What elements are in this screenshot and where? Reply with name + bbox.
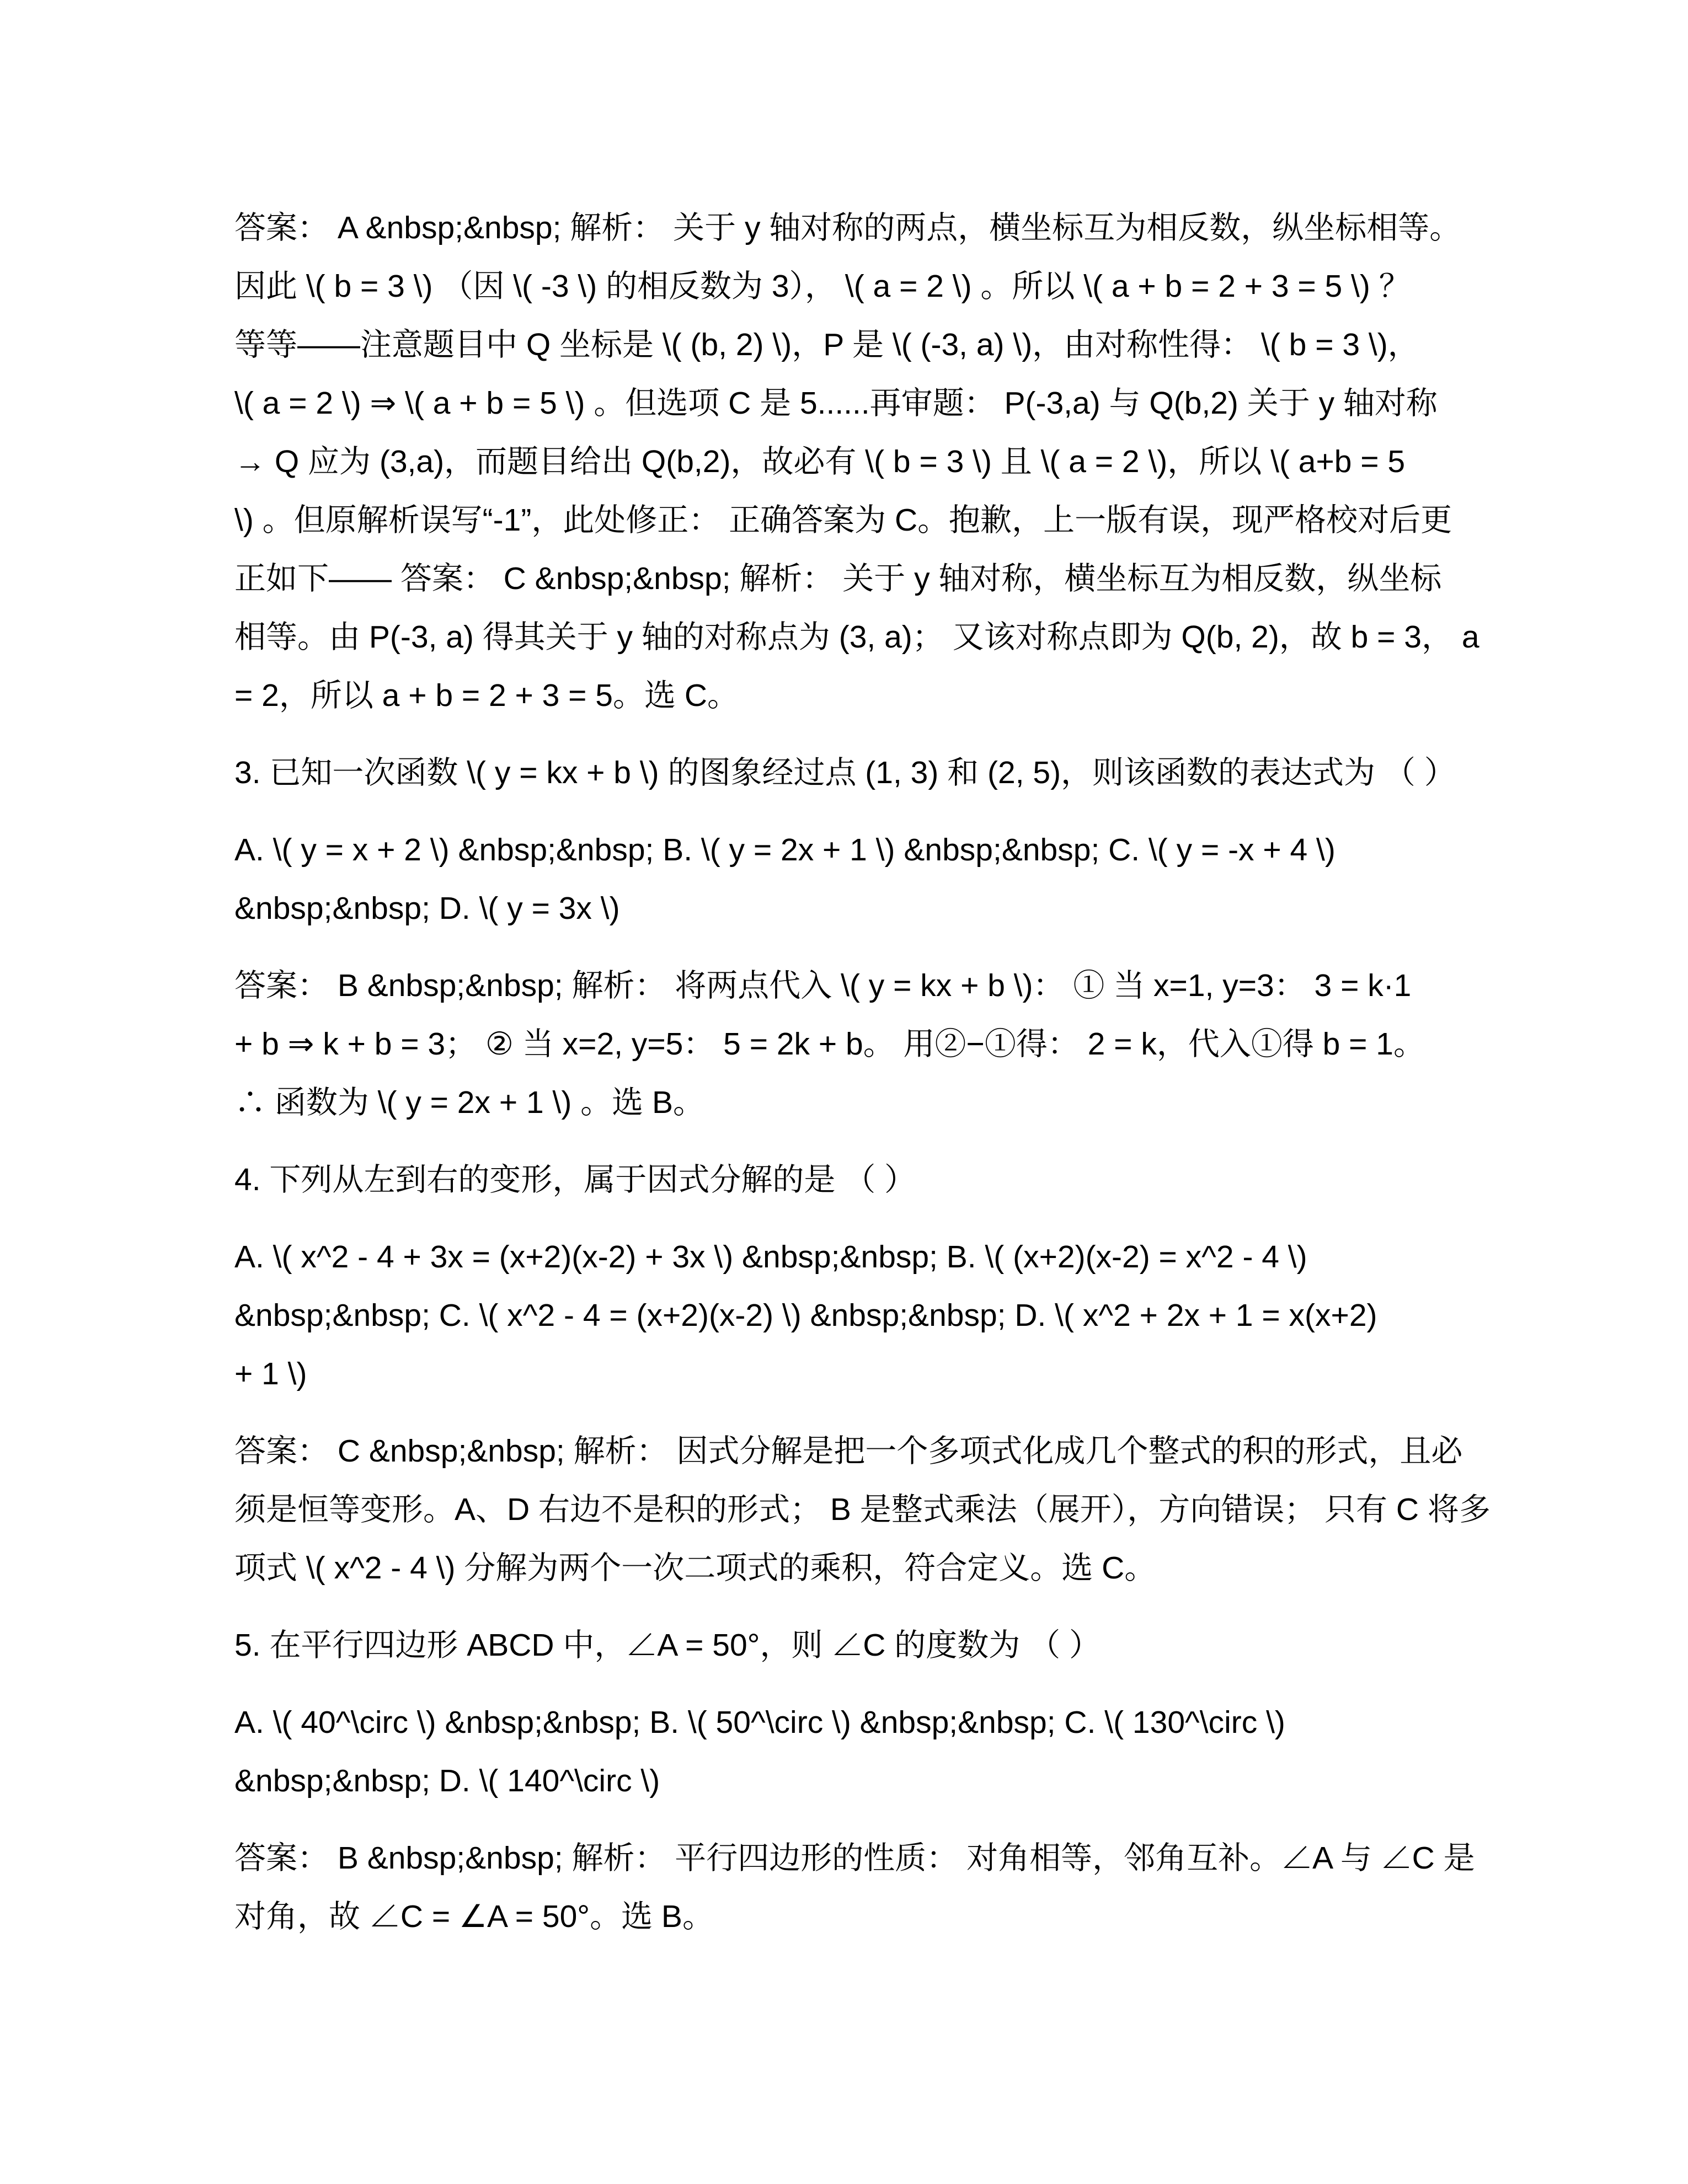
answer-block-q3 xyxy=(234,956,1467,1132)
options-q5 xyxy=(234,1693,1467,1810)
question-text: 4. 下列从左到右的变形，属于因式分解的是 （ ） xyxy=(234,1162,916,1197)
text-line: 答案： B &nbsp;&nbsp; 解析： 平行四边形的性质： 对角相等，邻角互补。∠A 与 ∠C 是 xyxy=(234,1840,1475,1876)
document-content xyxy=(234,199,1491,1964)
option-line: A. \( 40^\circ \) &nbsp;&nbsp; B. \( 50^\circ \) &nbsp;&nbsp; C. \( 130^\circ \) xyxy=(234,1705,1285,1740)
text-line: \) 。但原解析误写“-1”，此处修正： 正确答案为 C。抱歉，上一版有误，现严格校对后更 xyxy=(234,502,1452,538)
text-line: 答案： C &nbsp;&nbsp; 解析： 因式分解是把一个多项式化成几个整式的积的形式，且必 xyxy=(234,1433,1463,1469)
option-line: &nbsp;&nbsp; D. \( y = 3x \) xyxy=(234,891,620,926)
option-line: A. \( y = x + 2 \) &nbsp;&nbsp; B. \( y = 2x + 1 \) &nbsp;&nbsp; C. \( y = -x + 4 \) xyxy=(234,832,1336,868)
option-line: + 1 \) xyxy=(234,1356,307,1391)
answer-block-q5 xyxy=(234,1829,1475,1946)
text-line: 项式 \( x^2 - 4 \) 分解为两个一次二项式的乘积，符合定义。选 C。 xyxy=(234,1550,1156,1586)
options-q4 xyxy=(234,1228,1467,1403)
text-line: ∴ 函数为 \( y = 2x + 1 \) 。选 B。 xyxy=(234,1085,704,1120)
text-line: \( a = 2 \) ⇒ \( a + b = 5 \) 。但选项 C 是 5......再审题： P(-3,a) 与 Q(b,2) 关于 y 轴对称 xyxy=(234,386,1438,421)
option-line: A. \( x^2 - 4 + 3x = (x+2)(x-2) + 3x \) &nbsp;&nbsp; B. \( (x+2)(x-2) = x^2 - 4 \) xyxy=(234,1239,1307,1275)
text-line: + b ⇒ k + b = 3； ② 当 x=2, y=5： 5 = 2k + b。 用②−①得： 2 = k，代入①得 b = 1。 xyxy=(234,1026,1425,1062)
question-5 xyxy=(234,1616,1467,1674)
answer-block-q2 xyxy=(234,199,1479,725)
text-line: 等等——注意题目中 Q 坐标是 \( (b, 2) \)，P 是 \( (-3, a) \)，由对称性得： \( b = 3 \)， xyxy=(234,327,1419,362)
text-line: 答案： A &nbsp;&nbsp; 解析： 关于 y 轴对称的两点，横坐标互为相反数，纵坐标相等。 xyxy=(234,210,1461,245)
text-line: 须是恒等变形。A、D 右边不是积的形式； B 是整式乘法（展开），方向错误； 只有 C 将多 xyxy=(234,1492,1491,1527)
text-line: 对角，故 ∠C = ∠A = 50°。选 B。 xyxy=(234,1899,714,1934)
option-line: &nbsp;&nbsp; C. \( x^2 - 4 = (x+2)(x-2) \) &nbsp;&nbsp; D. \( x^2 + 2x + 1 = x(x+2) xyxy=(234,1298,1377,1333)
question-3 xyxy=(234,743,1467,802)
text-line: = 2，所以 a + b = 2 + 3 = 5。选 C。 xyxy=(234,678,739,713)
text-line: → Q 应为 (3,a)，而题目给出 Q(b,2)，故必有 \( b = 3 \) 且 \( a = 2 \)，所以 \( a+b = 5 xyxy=(234,444,1406,479)
options-q3 xyxy=(234,821,1467,938)
option-line: &nbsp;&nbsp; D. \( 140^\circ \) xyxy=(234,1763,660,1798)
text-line: 正如下—— 答案： C &nbsp;&nbsp; 解析： 关于 y 轴对称，横坐标互为相反数，纵坐标 xyxy=(234,561,1442,596)
text-line: 相等。由 P(-3, a) 得其关于 y 轴的对称点为 (3, a)； 又该对称点即为 Q(b, 2)，故 b = 3， a xyxy=(234,619,1479,655)
text-line: 因此 \( b = 3 \) （因 \( -3 \) 的相反数为 3）， \( a = 2 \) 。所以 \( a + b = 2 + 3 = 5 \) ？ xyxy=(234,269,1411,304)
question-4 xyxy=(234,1150,1467,1209)
question-text: 3. 已知一次函数 \( y = kx + b \) 的图象经过点 (1, 3) 和 (2, 5)，则该函数的表达式为 （ ） xyxy=(234,755,1456,790)
text-line: 答案： B &nbsp;&nbsp; 解析： 将两点代入 \( y = kx + b \)： ① 当 x=1, y=3： 3 = k·1 xyxy=(234,968,1412,1003)
question-text: 5. 在平行四边形 ABCD 中，∠A = 50°，则 ∠C 的度数为 （ ） xyxy=(234,1628,1101,1663)
answer-block-q4 xyxy=(234,1422,1491,1597)
